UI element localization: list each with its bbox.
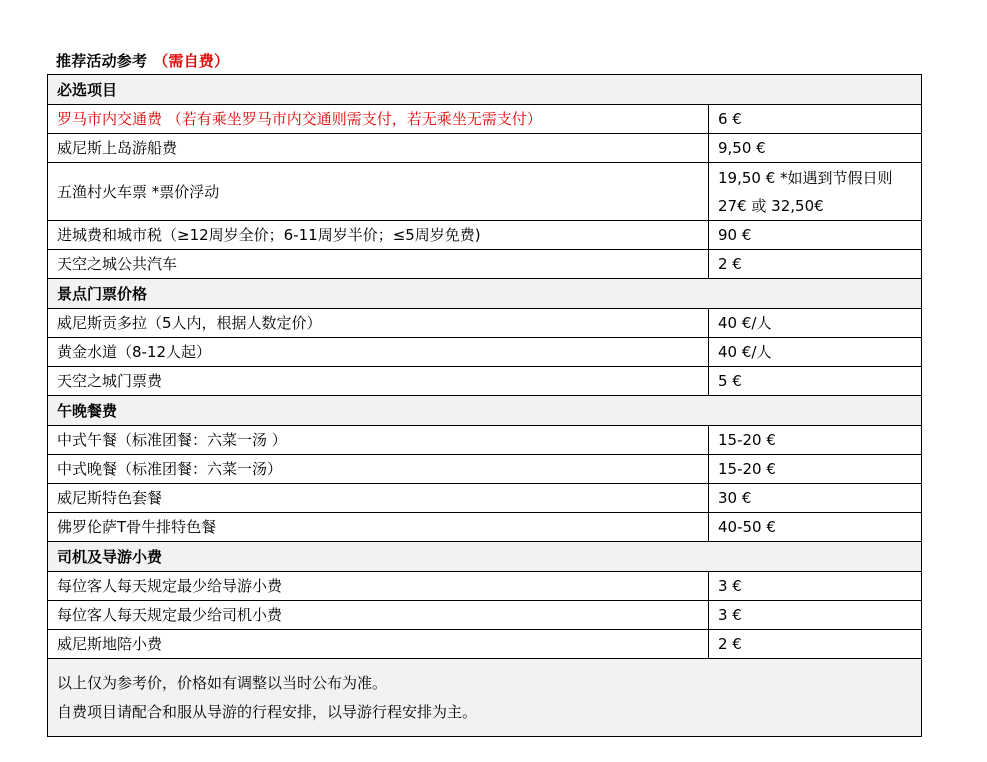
section-header-tips — [48, 542, 922, 572]
price-cell: 2 € — [709, 630, 922, 659]
table-row — [48, 572, 922, 601]
item-cell: 威尼斯贡多拉（5人内，根据人数定价） — [48, 309, 709, 338]
item-cell: 威尼斯特色套餐 — [48, 484, 709, 513]
item-cell: 中式晚餐（标准团餐：六菜一汤） — [48, 455, 709, 484]
table-row — [48, 163, 922, 221]
price-cell: 90 € — [709, 221, 922, 250]
table-row — [48, 105, 922, 134]
price-cell: 40 €/人 — [709, 309, 922, 338]
item-cell: 五渔村火车票 *票价浮动 — [48, 163, 709, 221]
price-cell: 19,50 € *如遇到节假日则 27€ 或 32,50€ — [709, 163, 922, 221]
table-row — [48, 134, 922, 163]
section-title: 景点门票价格 — [48, 279, 922, 309]
price-cell: 40 €/人 — [709, 338, 922, 367]
item-cell: 天空之城门票费 — [48, 367, 709, 396]
price-cell: 15-20 € — [709, 426, 922, 455]
table-row — [48, 455, 922, 484]
table-row — [48, 630, 922, 659]
table-row — [48, 601, 922, 630]
item-cell: 中式午餐（标准团餐：六菜一汤 ） — [48, 426, 709, 455]
price-cell: 3 € — [709, 601, 922, 630]
item-cell: 每位客人每天规定最少给导游小费 — [48, 572, 709, 601]
table-row — [48, 513, 922, 542]
table-row — [48, 367, 922, 396]
table-row — [48, 484, 922, 513]
price-table — [47, 74, 922, 737]
footer-note-line: 自费项目请配合和服从导游的行程安排，以导游行程安排为主。 — [57, 702, 478, 721]
footer-notes — [48, 659, 922, 737]
price-cell: 6 € — [709, 105, 922, 134]
footer-notes-row — [48, 659, 922, 737]
item-cell: 威尼斯上岛游船费 — [48, 134, 709, 163]
section-title: 午晚餐费 — [48, 396, 922, 426]
table-row — [48, 221, 922, 250]
price-cell: 9,50 € — [709, 134, 922, 163]
price-cell: 2 € — [709, 250, 922, 279]
price-cell: 40-50 € — [709, 513, 922, 542]
price-cell: 30 € — [709, 484, 922, 513]
heading-title: 推荐活动参考 — [56, 52, 148, 70]
price-cell: 15-20 € — [709, 455, 922, 484]
section-header-required — [48, 75, 922, 105]
item-cell: 威尼斯地陪小费 — [48, 630, 709, 659]
item-cell: 黄金水道（8-12人起） — [48, 338, 709, 367]
table-row — [48, 338, 922, 367]
section-header-meals — [48, 396, 922, 426]
item-cell: 进城费和城市税（≥12周岁全价；6-11周岁半价；≤5周岁免费) — [48, 221, 709, 250]
item-cell: 佛罗伦萨T骨牛排特色餐 — [48, 513, 709, 542]
table-row — [48, 309, 922, 338]
table-row — [48, 426, 922, 455]
section-title: 必选项目 — [48, 75, 922, 105]
section-title: 司机及导游小费 — [48, 542, 922, 572]
table-row — [48, 250, 922, 279]
heading-note: （需自费） — [153, 52, 230, 70]
item-cell: 天空之城公共汽车 — [48, 250, 709, 279]
footer-note-line: 以上仅为参考价，价格如有调整以当时公布为准。 — [57, 673, 388, 692]
price-cell: 3 € — [709, 572, 922, 601]
item-cell: 罗马市内交通费 （若有乘坐罗马市内交通则需支付，若无乘坐无需支付） — [48, 105, 709, 134]
price-cell: 5 € — [709, 367, 922, 396]
section-header-tickets — [48, 279, 922, 309]
item-cell: 每位客人每天规定最少给司机小费 — [48, 601, 709, 630]
page-heading — [56, 50, 229, 71]
